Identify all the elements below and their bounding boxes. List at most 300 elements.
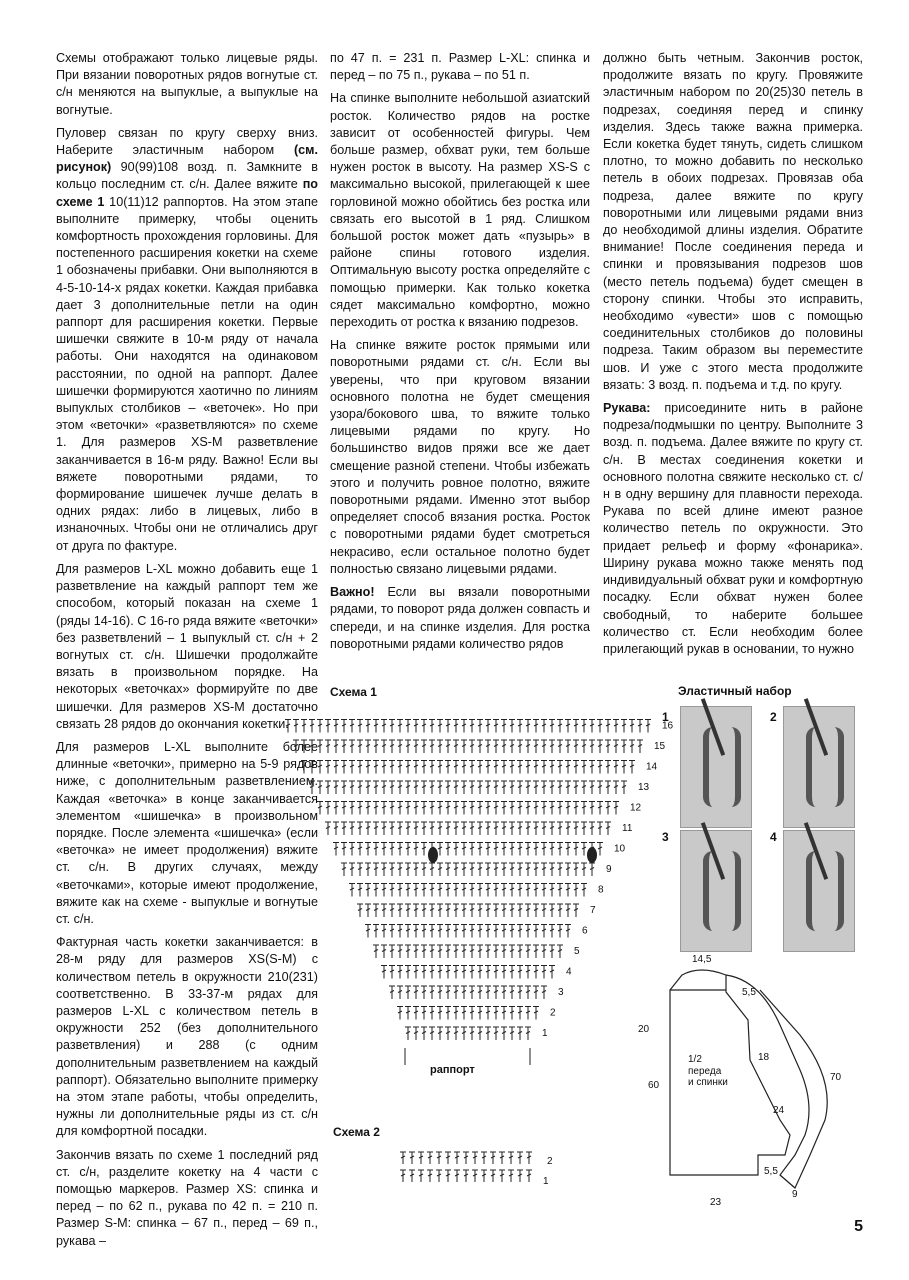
stitch-symbol [557,945,563,958]
stitch-symbol [517,761,523,774]
stitch-symbol [589,781,595,794]
yarn-image [703,727,741,807]
stitch-symbol [381,966,387,979]
stitch-symbol [605,740,611,753]
stitch-symbol [409,1170,415,1182]
stitch-symbol [501,1007,507,1020]
stitch-symbol [421,925,427,938]
stitch-symbol [533,781,539,794]
stitch-symbol [381,822,387,835]
stitch-symbol [573,904,579,917]
stitch-symbol [381,843,387,856]
stitch-symbol [469,843,475,856]
stitch-symbol [381,761,387,774]
stitch-symbol [589,863,595,876]
stitch-symbol [365,761,371,774]
stitch-symbol [477,904,483,917]
stitch-symbol [333,720,339,733]
stitch-symbol [509,843,515,856]
stitch-symbol [373,884,379,897]
stitch-symbol [421,720,427,733]
stitch-symbol [445,843,451,856]
stitch-symbol [621,740,627,753]
stitch-symbol [453,904,459,917]
stitch-symbol [573,843,579,856]
stitch-symbol [436,1170,442,1182]
stitch-symbol [365,781,371,794]
stitch-symbol [437,802,443,815]
stitch-symbol [413,884,419,897]
stitch-symbol [613,720,619,733]
stitch-symbol [341,802,347,815]
stitch-symbol [597,740,603,753]
stitch-symbol [493,761,499,774]
stitch-symbol [549,802,555,815]
stitch-symbol [549,781,555,794]
stitch-symbol [605,822,611,835]
stitch-symbol [557,884,563,897]
stitch-symbol [454,1170,460,1182]
stitch-symbol [429,761,435,774]
stitch-symbol [333,843,339,856]
stitch-symbol [549,966,555,979]
stitch-symbol [533,863,539,876]
stitch-symbol [533,945,539,958]
stitch-symbol [381,884,387,897]
stitch-symbol [581,740,587,753]
photo-label-1: 1 [662,710,669,724]
stitch-symbol [365,802,371,815]
stitch-symbol [526,1152,532,1164]
stitch-symbol [549,904,555,917]
stitch-symbol [525,843,531,856]
stitch-symbol [605,781,611,794]
stitch-symbol [463,1170,469,1182]
scheme2-symbols [400,1152,532,1182]
stitch-symbol [477,843,483,856]
stitch-symbol [573,802,579,815]
stitch-symbol [581,863,587,876]
stitch-symbol [501,884,507,897]
stitch-symbol [365,904,371,917]
stitch-symbol [445,1152,451,1164]
stitch-symbol [525,1007,531,1020]
scheme1-row-number: 10 [614,843,626,855]
stitch-symbol [325,781,331,794]
stitch-symbol [557,781,563,794]
stitch-symbol [549,925,555,938]
stitch-symbol [485,863,491,876]
stitch-symbol [517,740,523,753]
stitch-symbol [485,740,491,753]
stitch-symbol [493,966,499,979]
stitch-symbol [549,945,555,958]
stitch-symbol [525,740,531,753]
stitch-symbol [413,966,419,979]
scheme1-row-number: 9 [606,864,612,875]
stitch-symbol [405,986,411,999]
stitch-symbol [461,781,467,794]
stitch-symbol [477,986,483,999]
stitch-symbol [461,863,467,876]
stitch-symbol [397,1007,403,1020]
stitch-symbol [325,802,331,815]
stitch-symbol [461,945,467,958]
stitch-symbol [541,966,547,979]
stitch-symbol [573,720,579,733]
stitch-symbol [481,1170,487,1182]
stitch-symbol [469,822,475,835]
stitch-symbol [469,1007,475,1020]
stitch-symbol [436,1152,442,1164]
stitch-symbol [597,720,603,733]
stitch-symbol [589,740,595,753]
stitch-symbol [517,884,523,897]
page-number: 5 [854,1218,863,1235]
stitch-symbol [325,740,331,753]
stitch-symbol [405,822,411,835]
stitch-symbol [533,884,539,897]
stitch-symbol [533,761,539,774]
scheme1-row-number: 13 [638,782,650,793]
scheme1-symbols [285,720,651,1041]
stitch-symbol [429,986,435,999]
stitch-symbol [525,945,531,958]
stitch-symbol [349,761,355,774]
stitch-symbol [463,1152,469,1164]
stitch-symbol [437,863,443,876]
stitch-symbol [333,761,339,774]
stitch-symbol [517,966,523,979]
stitch-symbol [349,802,355,815]
stitch-symbol [418,1152,424,1164]
stitch-symbol [485,1027,491,1040]
stitch-symbol [325,822,331,835]
stitch-symbol [349,884,355,897]
stitch-symbol [485,925,491,938]
stitch-symbol [413,1027,419,1040]
stitch-symbol [597,822,603,835]
elastic-photo-2 [783,706,855,828]
stitch-symbol [477,925,483,938]
stitch-symbol [421,904,427,917]
scheme2-row-1: 1 [543,1176,549,1187]
scheme1-row-number: 1 [542,1028,548,1039]
stitch-symbol [429,863,435,876]
stitch-symbol [637,720,643,733]
text-column-1 [56,50,318,1256]
stitch-symbol [357,761,363,774]
stitch-symbol [477,884,483,897]
stitch-symbol [413,761,419,774]
stitch-symbol [477,945,483,958]
stitch-symbol [557,843,563,856]
stitch-symbol [517,802,523,815]
dim-sleeve-top: 18 [758,1052,770,1063]
stitch-symbol [472,1152,478,1164]
label-front: переда [688,1066,722,1077]
stitch-symbol [357,843,363,856]
stitch-symbol [437,884,443,897]
stitch-symbol [508,1170,514,1182]
stitch-symbol [389,945,395,958]
stitch-symbol [490,1152,496,1164]
stitch-symbol [413,720,419,733]
stitch-symbol [469,740,475,753]
stitch-symbol [397,761,403,774]
stitch-symbol [589,761,595,774]
stitch-symbol [573,822,579,835]
stitch-symbol [541,802,547,815]
stitch-symbol [493,720,499,733]
stitch-symbol [453,925,459,938]
stitch-symbol [341,843,347,856]
stitch-symbol [509,904,515,917]
stitch-symbol [499,1152,505,1164]
stitch-symbol [421,945,427,958]
stitch-symbol [549,843,555,856]
paragraph-sleeves: Рукава: присоедините нить в районе подреза/подмышки по центру. Выполните 3 возд. п. подъема. Далее вяжите по кругу ст. с/н. В местах соединения кокетки и основного полотна свяжите несколько ст. с/н в одну вершину для плавности перехода. Рукава по всей длине имеют разное количество петель по окружности. Это придает рельеф и форму «фонарика». Ширину рукава можно также менять под индивидуальный обхват руки и комфортную посадку. Если обхват нужен более свободный, то наберите большее количество ст. Если необходим более прилегающий рукав в основании, то нужно [603,401,863,656]
stitch-symbol [501,945,507,958]
stitch-symbol [461,843,467,856]
stitch-symbol [557,740,563,753]
stitch-symbol [573,781,579,794]
stitch-symbol [445,1007,451,1020]
paragraph-important: Важно! Если вы вязали поворотными рядами, то поворот ряда должен совпасть и спереди, и на спинке изделия. Для ростка поворотными рядами количество рядов [330,585,590,651]
scheme1-row-number: 3 [558,987,564,998]
stitch-symbol [509,720,515,733]
stitch-symbol [389,863,395,876]
stitch-symbol [389,925,395,938]
stitch-symbol [565,884,571,897]
stitch-symbol [427,1152,433,1164]
stitch-symbol [381,925,387,938]
stitch-symbol [461,822,467,835]
stitch-symbol [597,781,603,794]
stitch-symbol [437,720,443,733]
stitch-symbol [333,781,339,794]
stitch-symbol [413,781,419,794]
stitch-symbol [541,781,547,794]
cuff-line [780,1175,795,1188]
stitch-symbol [397,822,403,835]
stitch-symbol [557,720,563,733]
stitch-symbol [493,822,499,835]
stitch-symbol [397,781,403,794]
stitch-symbol [469,761,475,774]
stitch-symbol [557,822,563,835]
stitch-symbol [629,761,635,774]
stitch-symbol [493,802,499,815]
stitch-symbol [573,761,579,774]
stitch-symbol [541,884,547,897]
stitch-symbol [485,720,491,733]
stitch-symbol [485,802,491,815]
stitch-symbol [541,822,547,835]
stitch-symbol [357,740,363,753]
stitch-symbol [405,904,411,917]
stitch-symbol [373,925,379,938]
stitch-symbol [477,1007,483,1020]
stitch-symbol [469,884,475,897]
stitch-symbol [333,802,339,815]
scheme1-row-number: 15 [654,741,666,752]
stitch-symbol [525,1027,531,1040]
stitch-symbol [445,925,451,938]
stitch-symbol [517,1007,523,1020]
stitch-symbol [429,904,435,917]
stitch-symbol [357,781,363,794]
stitch-symbol [365,720,371,733]
yarn-image [703,851,741,931]
stitch-symbol [341,761,347,774]
stitch-symbol [429,720,435,733]
stitch-symbol [357,822,363,835]
bobble-symbol [428,847,438,863]
stitch-symbol [349,843,355,856]
stitch-symbol [341,740,347,753]
scheme1-row-number: 14 [646,761,658,773]
stitch-symbol [341,822,347,835]
stitch-symbol [437,761,443,774]
scheme1-row-number: 2 [550,1007,556,1019]
stitch-symbol [445,904,451,917]
stitch-symbol [357,863,363,876]
stitch-symbol [517,843,523,856]
elastic-photo-1 [680,706,752,828]
stitch-symbol [525,966,531,979]
stitch-symbol [437,925,443,938]
stitch-symbol [525,863,531,876]
stitch-symbol [501,904,507,917]
yarn-image [806,851,844,931]
stitch-symbol [421,986,427,999]
stitch-symbol [493,863,499,876]
stitch-symbol [597,802,603,815]
stitch-symbol [517,822,523,835]
stitch-symbol [573,863,579,876]
stitch-symbol [429,884,435,897]
stitch-symbol [581,884,587,897]
stitch-symbol [565,720,571,733]
stitch-symbol [485,843,491,856]
stitch-symbol [453,1007,459,1020]
stitch-symbol [533,925,539,938]
paragraph-yoke: Пуловер связан по кругу сверху вниз. Наберите эластичным набором (см. рисунок) 90(99)108 возд. п. Замкните в кольцо последним ст. с/н. Далее вяжите по схеме 1 10(11)12 раппортов. На этом этапе выполните примерку, чтобы оценить комфортность прохождения горловины. Для постепенного расширения кокетки на схеме 1 обозначены прибавки. Они выполняются в 4-5-10-14-х рядах кокетки. Каждая прибавка дает 3 дополнительные петли на один раппорт для расширения кокетки. Первые шишечки свяжите в 10-м ряду от начала работы. Они находятся на одинаковом расстоянии, по одной на раппорт. Далее шишечки формируются хаотично по линиям выпуклых столбиков – «веточек». Но при этом «веточки» «разветвляются» по схеме 1. Для размеров XS-M разветвление заканчивается в 16-м ряду. Важно! Если вы вяжете поворотными рядами, то формирование шишечек лучше делать в одних рядах: либо в лицевых, либо в изнаночных. Чтобы они не отличались друг от друга по фактуре. [56,125,318,553]
dim-cuff-height: 5,5 [764,1166,778,1177]
stitch-symbol [341,781,347,794]
stitch-symbol [525,781,531,794]
stitch-symbol [637,740,643,753]
stitch-symbol [437,781,443,794]
stitch-symbol [405,802,411,815]
stitch-symbol [397,884,403,897]
stitch-symbol [509,1027,515,1040]
stitch-symbol [365,863,371,876]
stitch-symbol [373,863,379,876]
text-column-2 [330,50,590,659]
rapport-label: раппорт [430,1064,475,1076]
stitch-symbol [453,822,459,835]
stitch-symbol [605,761,611,774]
stitch-symbol [429,925,435,938]
stitch-symbol [445,884,451,897]
stitch-symbol [349,740,355,753]
stitch-symbol [421,863,427,876]
paragraph-lxl-long: Для размеров L-XL выполните более длинные «веточки», примерно на 5-9 рядов ниже, с дополнительным разветвлением. Каждая «веточка» в конце заканчивается элементом «шишечка» в произвольном порядке. После элемента «шишечка» (если «веточка» не имеет продолжения) вяжите ст. с/н. В других случаях, между «веточками», которые имеют продолжение, вяжите как на схеме - выпуклые и вогнутые ст. с/н. [56,739,318,926]
stitch-symbol [453,1027,459,1040]
scheme1-row-number: 6 [582,925,588,937]
stitch-symbol [509,822,515,835]
dim-total-length: 60 [648,1080,660,1091]
stitch-symbol [437,966,443,979]
stitch-symbol [461,904,467,917]
stitch-symbol [509,802,515,815]
stitch-symbol [413,802,419,815]
stitch-symbol [429,1027,435,1040]
stitch-symbol [429,966,435,979]
stitch-symbol [461,966,467,979]
stitch-symbol [477,781,483,794]
stitch-symbol [429,781,435,794]
stitch-symbol [453,966,459,979]
stitch-symbol [397,802,403,815]
stitch-symbol [405,843,411,856]
stitch-symbol [437,945,443,958]
stitch-symbol [453,761,459,774]
stitch-symbol [325,720,331,733]
stitch-symbol [533,904,539,917]
stitch-symbol [469,720,475,733]
paragraph-sizes: по 47 п. = 231 п. Размер L-XL: спинка и перед – по 75 п., рукава – по 51 п. [330,51,590,83]
dim-half-width: 23 [710,1197,722,1208]
stitch-symbol [509,1007,515,1020]
stitch-symbol [461,802,467,815]
stitch-symbol [565,781,571,794]
stitch-symbol [557,802,563,815]
stitch-symbol [501,1027,507,1040]
stitch-symbol [413,986,419,999]
scheme1-row-number: 5 [574,946,580,957]
stitch-symbol [565,802,571,815]
stitch-symbol [472,1170,478,1182]
stitch-symbol [445,986,451,999]
stitch-symbol [533,822,539,835]
stitch-symbol [557,761,563,774]
stitch-symbol [541,904,547,917]
stitch-symbol [373,761,379,774]
stitch-symbol [501,925,507,938]
stitch-symbol [525,925,531,938]
stitch-symbol [413,904,419,917]
stitch-symbol [405,761,411,774]
stitch-symbol [549,863,555,876]
stitch-symbol [613,781,619,794]
stitch-symbol [541,761,547,774]
stitch-symbol [525,761,531,774]
stitch-symbol [405,884,411,897]
photo-label-3: 3 [662,830,669,844]
paragraph-markers: Закончив вязать по схеме 1 последний ряд ст. с/н, разделите кокетку на 4 части с помощью маркеров. Размер XS: спинка и перед – по 62 п., рукава по 42 п. = 210 п. Размер S-M: спинка – 67 п., перед – 69 п., рукава – [56,1147,318,1248]
stitch-symbol [357,904,363,917]
stitch-symbol [418,1170,424,1182]
stitch-symbol [477,740,483,753]
stitch-symbol [373,740,379,753]
stitch-symbol [397,925,403,938]
stitch-symbol [549,720,555,733]
stitch-symbol [365,822,371,835]
stitch-symbol [533,966,539,979]
